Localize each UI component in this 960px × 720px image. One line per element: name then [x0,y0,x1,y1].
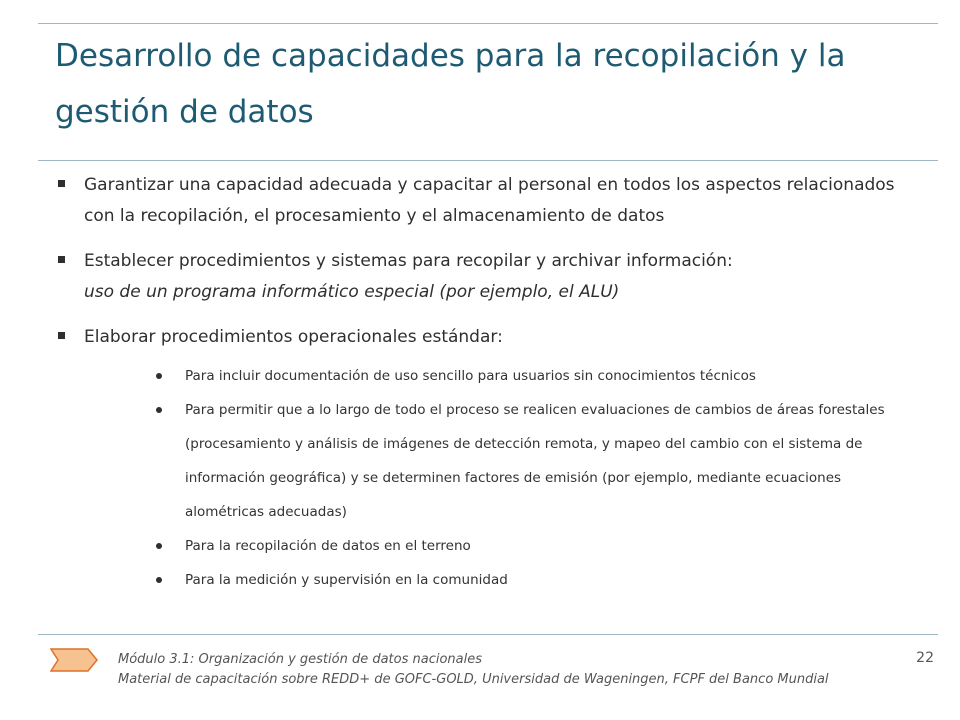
footer-module: Módulo 3.1: Organización y gestión de datos nacionales [118,652,483,667]
title-divider [38,160,938,161]
chevron-arrow-icon [50,648,98,672]
dot-bullet-icon [156,373,162,379]
sub-bullet-item [154,563,918,597]
bullet-text: Elaborar procedimientos operacionales estándar: [84,327,503,347]
chevron-arrow-shape [51,649,97,671]
footer-material: Material de capacitación sobre REDD+ de GOFC-GOLD, Universidad de Wageningen, FCPF del Banco Mundial [118,672,829,687]
sub-bullet-text: Para la medición y supervisión en la comunidad [185,572,508,588]
sub-bullet-text: Para la recopilación de datos en el terreno [185,538,471,554]
bullet-text: Garantizar una capacidad adecuada y capacitar al personal en todos los aspectos relacionados con la recopilación, el procesamiento y el almacenamiento de datos [84,175,895,226]
dot-bullet-icon [156,543,162,549]
slide-content [58,170,918,597]
bullet-item [58,170,918,232]
page-number: 22 [916,650,934,666]
sub-bullet-item [154,359,918,393]
bullet-item [58,322,918,597]
square-bullet-icon [58,256,65,263]
dot-bullet-icon [156,577,162,583]
sub-bullet-text: Para permitir que a lo largo de todo el proceso se realicen evaluaciones de cambios de áreas forestales (procesamiento y análisis de imágenes de detección remota, y mapeo del cambio con el sistema de información geográfica) y se determinen factores de emisión (por ejemplo, mediante ecuaciones alométricas adecuadas) [185,402,885,520]
dot-bullet-icon [156,407,162,413]
sub-bullet-item [154,393,918,529]
sub-bullet-item [154,529,918,563]
footer-text [118,650,918,690]
sub-bullet-text: Para incluir documentación de uso sencillo para usuarios sin conocimientos técnicos [185,368,756,384]
bullet-italic-text: uso de un programa informático especial (por ejemplo, el ALU) [84,282,620,302]
footer-divider [38,634,938,635]
slide-title: Desarrollo de capacidades para la recopilación y la gestión de datos [55,38,846,130]
square-bullet-icon [58,180,65,187]
top-divider [38,23,938,24]
sub-bullet-list [84,359,918,597]
bullet-text: Establecer procedimientos y sistemas para recopilar y archivar información: [84,251,733,271]
square-bullet-icon [58,332,65,339]
bullet-item [58,246,918,308]
